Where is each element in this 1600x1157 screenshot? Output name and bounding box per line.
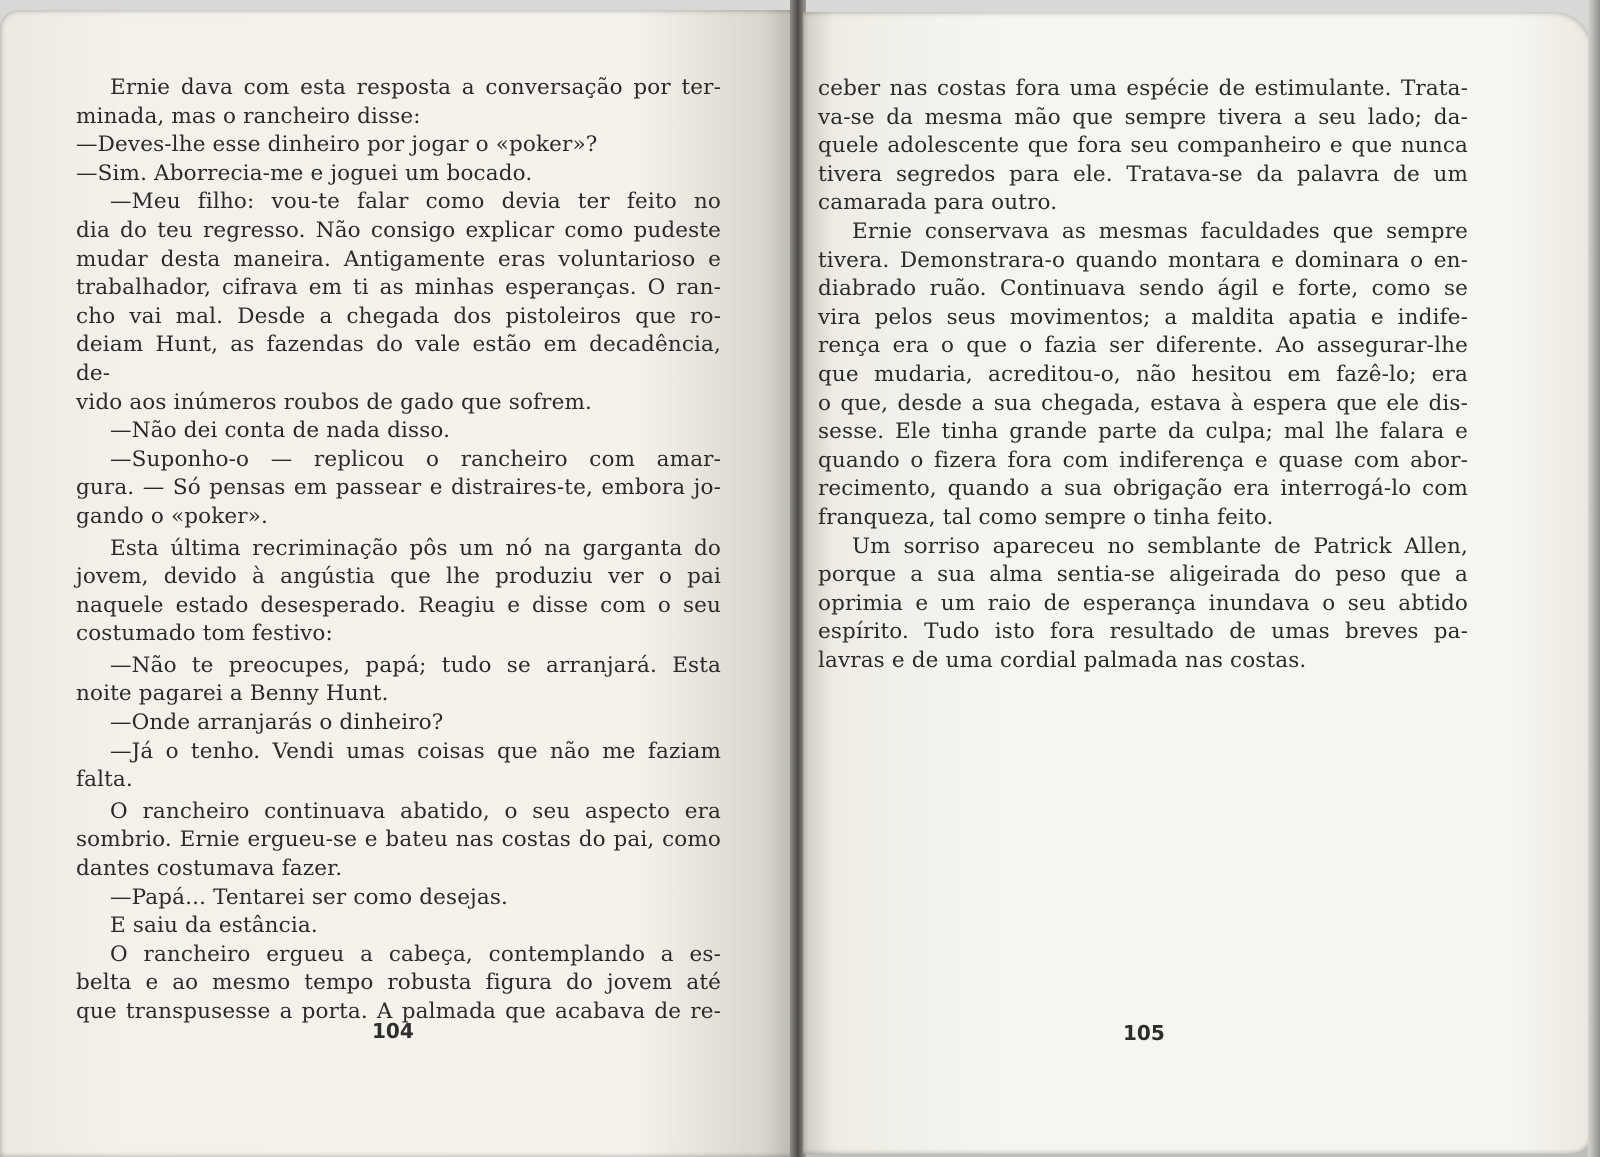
page-number: 105	[1123, 1021, 1165, 1045]
text-line: sombrio. Ernie ergueu-se e bateu nas costas do pai, como	[76, 827, 721, 853]
text-line: vido aos inúmeros roubos de gado que sofrem.	[76, 389, 592, 415]
text-line: oprimia e um raio de esperança inundava o seu abtido	[818, 590, 1468, 616]
text-line: minada, mas o rancheiro disse:	[76, 103, 421, 129]
right-page-text	[818, 75, 1468, 675]
text-line: belta e ao mesmo tempo robusta figura do jovem até	[76, 970, 721, 996]
text-line: quando o fizera fora com indiferença e quase com abor-	[818, 447, 1468, 473]
text-line: tivera segredos para ele. Tratava-se da palavra de um	[818, 161, 1468, 187]
text-line: que mudaria, acreditou-o, não hesitou em fazê-lo; era	[818, 361, 1468, 387]
text-line: espírito. Tudo isto fora resultado de umas breves pa-	[818, 619, 1468, 645]
right-page	[803, 12, 1593, 1154]
text-line: —Já o tenho. Vendi umas coisas que não me faziam	[110, 738, 721, 764]
text-line: dia do teu regresso. Não consigo explicar como pudeste	[76, 217, 721, 243]
text-line: falta.	[76, 767, 133, 793]
text-line: o que, desde a sua chegada, estava à espera que ele dis-	[818, 390, 1468, 416]
text-line: cho vai mal. Desde a chegada dos pistoleiros que ro-	[76, 303, 721, 329]
text-line: Um sorriso apareceu no semblante de Patrick Allen,	[852, 533, 1468, 559]
text-line: —Meu filho: vou-te falar como devia ter feito no	[110, 189, 721, 215]
text-line: lavras e de uma cordial palmada nas costas.	[818, 647, 1307, 673]
text-line: Ernie dava com esta resposta a conversação por ter-	[110, 75, 721, 100]
text-line: recimento, quando a sua obrigação era interrogá-lo com	[818, 476, 1468, 502]
text-line: va-se da mesma mão que sempre tivera a seu lado; da-	[818, 104, 1468, 130]
text-line: que transpusesse a porta. A palmada que acabava de re-	[76, 999, 721, 1024]
text-line: quele adolescente que fora seu companheiro e que nunca	[818, 133, 1468, 159]
text-line: camarada para outro.	[818, 190, 1058, 216]
text-line: rença era o que o fazia ser diferente. Ao assegurar-lhe	[818, 333, 1468, 359]
text-line: vira pelos seus movimentos; a maldita apatia e indife-	[818, 304, 1468, 330]
text-line: —Sim. Aborrecia-me e joguei um bocado.	[76, 160, 533, 186]
text-line: —Não dei conta de nada disso.	[110, 418, 451, 444]
text-line: mudar desta maneira. Antigamente eras voluntarioso e	[76, 246, 721, 272]
text-line: —Suponho-o — replicou o rancheiro com amar-	[110, 446, 721, 472]
text-line: dantes costumava fazer.	[76, 856, 343, 882]
text-line: jovem, devido à angústia que lhe produziu ver o pai	[76, 564, 721, 590]
text-line: franqueza, tal como sempre o tinha feito.	[818, 504, 1274, 530]
text-line: —Onde arranjarás o dinheiro?	[110, 710, 444, 736]
text-line: costumado tom festivo:	[76, 621, 333, 647]
text-line: O rancheiro continuava abatido, o seu aspecto era	[110, 798, 721, 824]
text-line: tivera. Demonstrara-o quando montara e dominara o en-	[818, 247, 1468, 273]
text-line: naquele estado desesperado. Reagiu e disse com o seu	[76, 592, 721, 618]
text-line: trabalhador, cifrava em ti as minhas esperanças. O ran-	[76, 275, 721, 301]
text-line: sesse. Ele tinha grande parte da culpa; mal lhe falara e	[818, 419, 1468, 445]
page-number: 104	[372, 1019, 414, 1043]
text-line: E saiu da estância.	[110, 913, 318, 939]
text-line: deiam Hunt, as fazendas do vale estão em decadência, de-	[76, 332, 721, 386]
text-line: ceber nas costas fora uma espécie de estimulante. Trata-	[818, 76, 1468, 101]
left-page-text	[76, 74, 721, 1027]
left-page	[0, 10, 795, 1157]
text-line: O rancheiro ergueu a cabeça, contemplando a es-	[110, 941, 721, 967]
text-line: —Papá... Tentarei ser como desejas.	[110, 884, 509, 910]
text-line: Esta última recriminação pôs um nó na garganta do	[110, 535, 721, 561]
text-line: —Deves-lhe esse dinheiro por jogar o «poker»?	[76, 132, 598, 158]
text-line: —Não te preocupes, papá; tudo se arranjará. Esta	[110, 652, 721, 678]
text-line: diabrado ruão. Continuava sendo ágil e forte, como se	[818, 276, 1468, 302]
page-edge	[1588, 0, 1600, 1157]
text-line: noite pagarei a Benny Hunt.	[76, 681, 389, 707]
text-line: gando o «poker».	[76, 503, 269, 529]
text-line: Ernie conservava as mesmas faculdades que sempre	[852, 218, 1468, 244]
text-line: porque a sua alma sentia-se aligeirada do peso que a	[818, 562, 1468, 588]
text-line: gura. — Só pensas em passear e distraires-te, embora jo-	[76, 475, 721, 501]
